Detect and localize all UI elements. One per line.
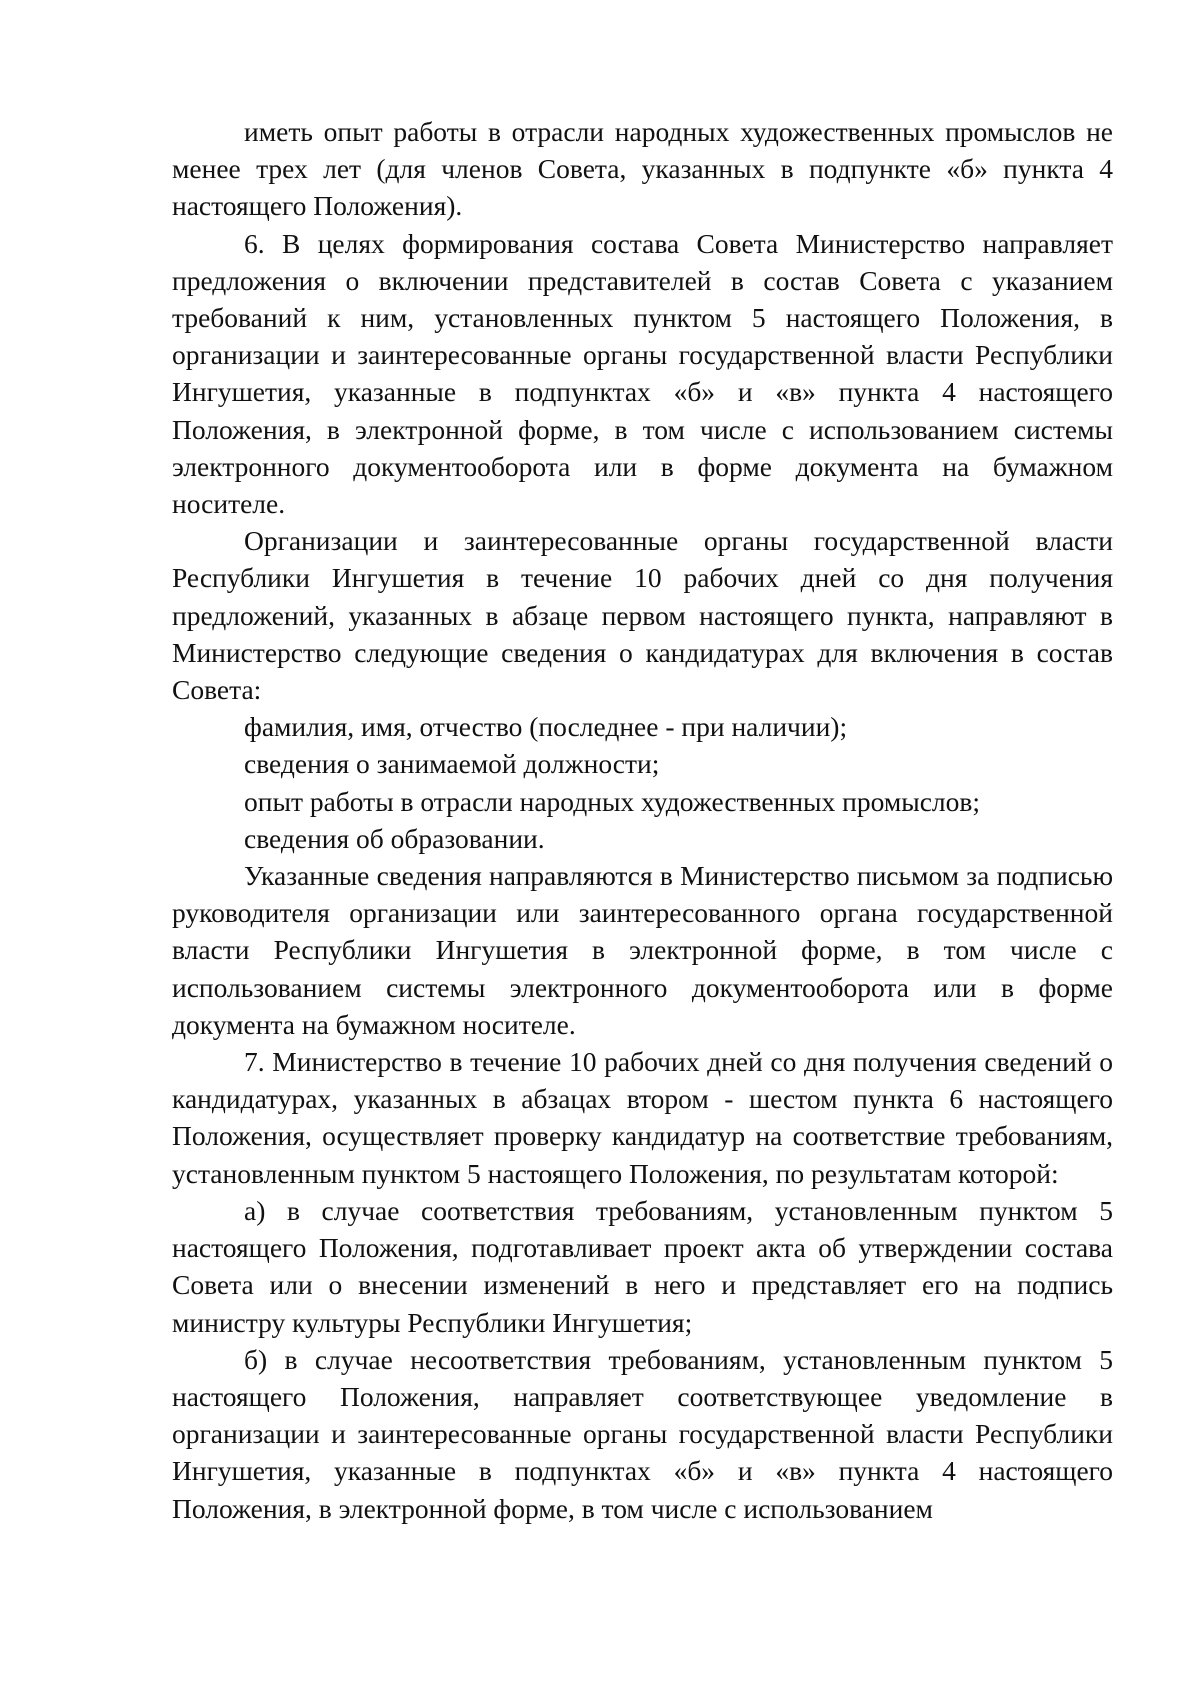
paragraph-clause-6-submission: Организации и заинтересованные органы государственной власти Республики Ингушетия в течение 10 рабочих дней со дня получения предложений, указанных в абзаце первом настоящего пункта, направляют в Министерство следующие сведения о кандидатурах для включения в состав Совета: [172,525,1113,706]
paragraph-clause-7-b: б) в случае несоответствия требованиям, установленным пунктом 5 настоящего Положения, направляет соответствующее уведомление в организации и заинтересованные органы государственной власти Республики Ингушетия, указанные в подпунктах «б» и «в» пункта 4 настоящего Положения, в электронной форме, в том числе с использованием [172,1343,1113,1524]
list-item-work-experience: опыт работы в отрасли народных художественных промыслов; [244,785,981,817]
document-page [172,113,1113,1527]
list-item-education: сведения об образовании. [244,822,545,854]
paragraph-clause-6: 6. В целях формирования состава Совета Министерство направляет предложения о включении представителей в состав Совета с указанием требований к ним, установленных пунктом 5 настоящего Положения, в организации и заинтересованные органы государственной власти Республики Ингушетия, указанные в подпунктах «б» и «в» пункта 4 настоящего Положения, в электронной форме, в том числе с использованием системы электронного документооборота или в форме документа на бумажном носителе. [172,227,1113,520]
paragraph-clause-7: 7. Министерство в течение 10 рабочих дней со дня получения сведений о кандидатурах, указанных в абзацах втором - шестом пункта 6 настоящего Положения, осуществляет проверку кандидатур на соответствие требованиям, установленным пунктом 5 настоящего Положения, по результатам которой: [172,1046,1113,1189]
list-item-position: сведения о занимаемой должности; [244,748,660,780]
paragraph-clause-6-letter: Указанные сведения направляются в Министерство письмом за подписью руководителя организации или заинтересованного органа государственной власти Республики Ингушетия в электронной форме, в том числе с использованием системы электронного документооборота или в форме документа на бумажном носителе. [172,860,1113,1040]
list-item-full-name: фамилия, имя, отчество (последнее - при наличии); [244,711,848,743]
paragraph-experience-requirement: иметь опыт работы в отрасли народных художественных промыслов не менее трех лет (для членов Совета, указанных в подпункте «б» пункта 4 настоящего Положения). [172,116,1113,222]
paragraph-clause-7-a: а) в случае соответствия требованиям, установленным пунктом 5 настоящего Положения, подготавливает проект акта об утверждении состава Совета или о внесении изменений в него и представляет его на подпись министру культуры Республики Ингушетия; [172,1194,1113,1338]
